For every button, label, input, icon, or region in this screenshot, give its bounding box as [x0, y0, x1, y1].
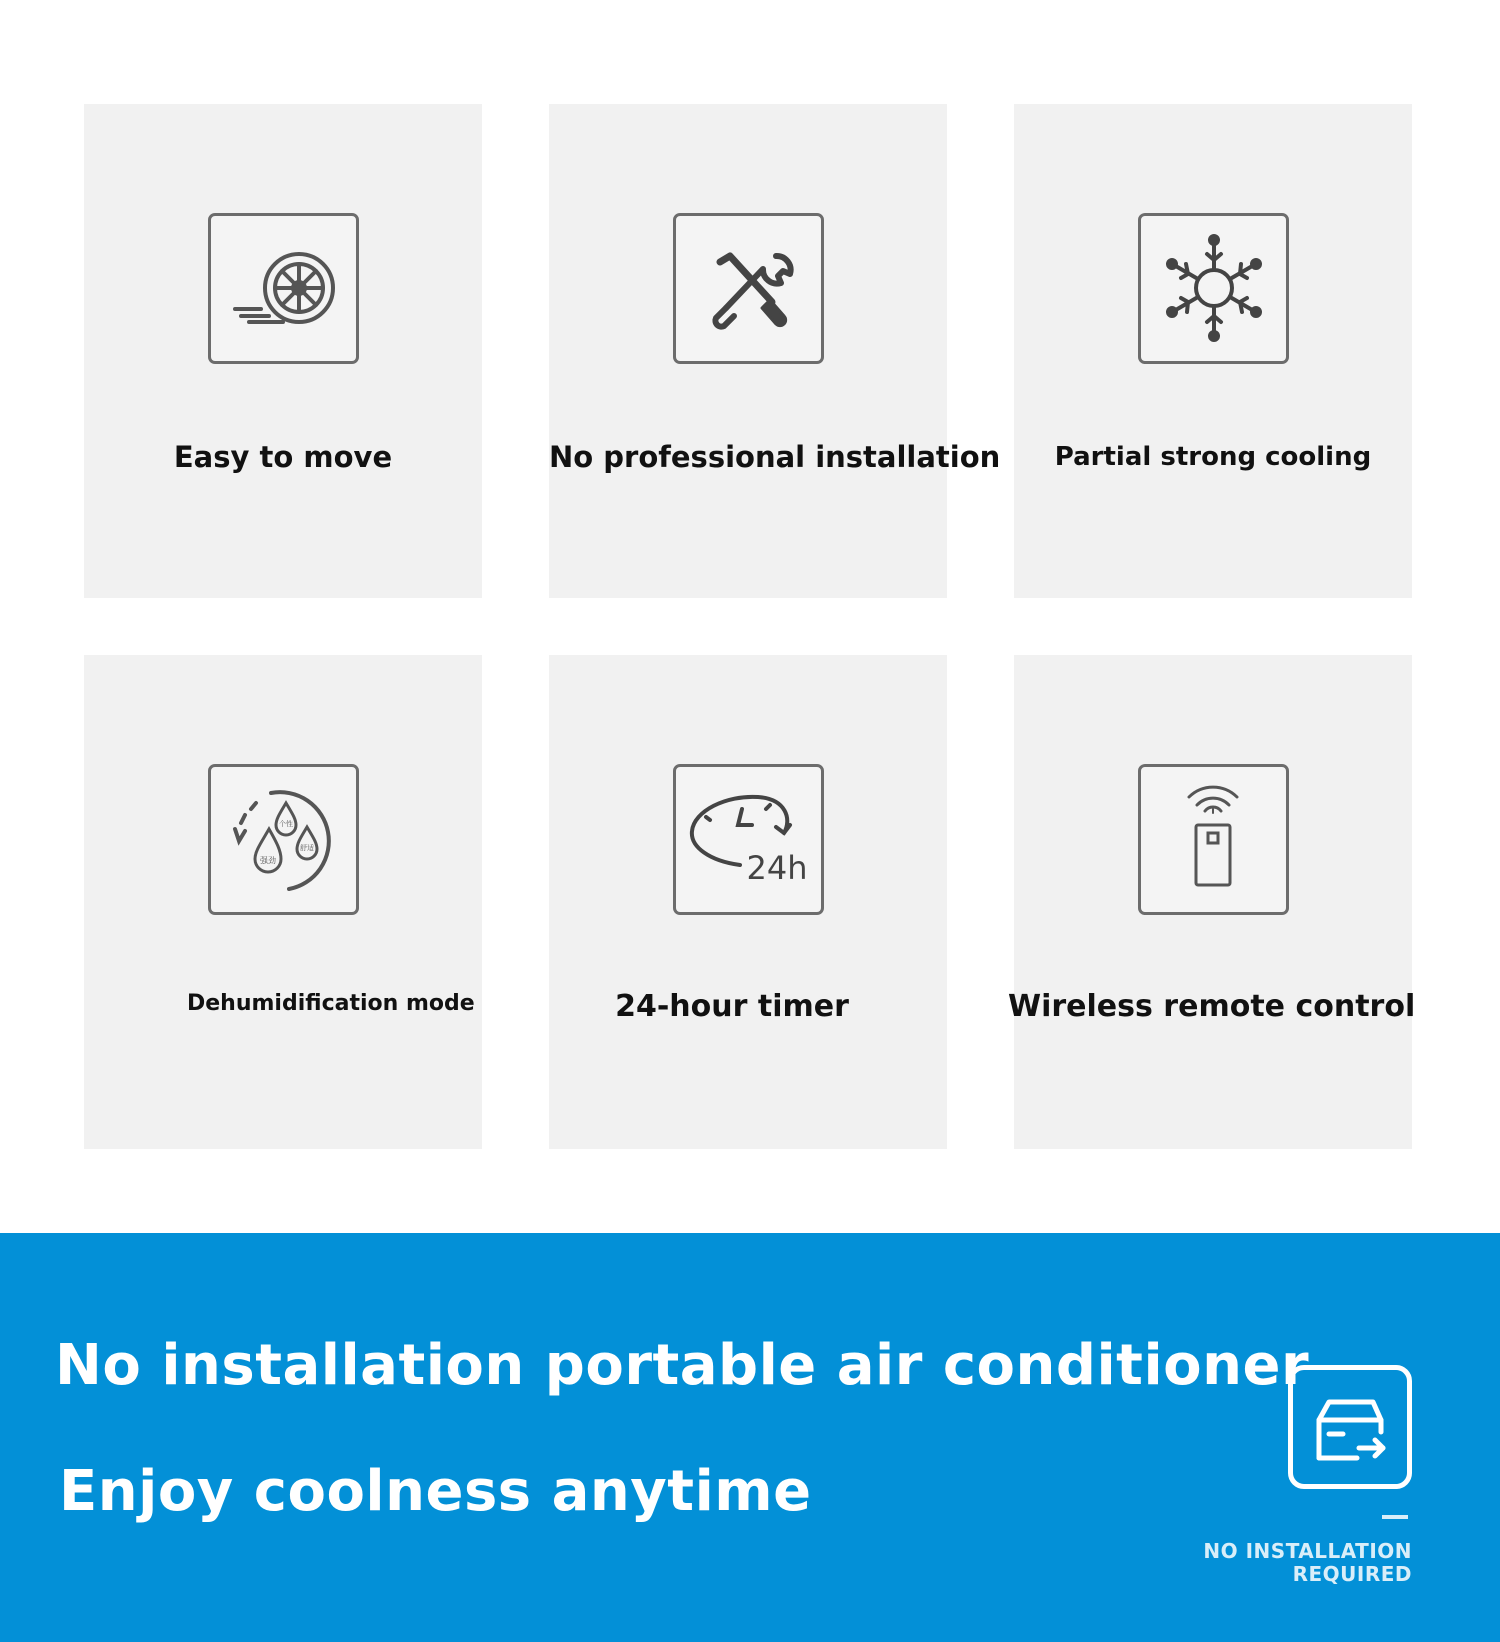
wheel-motion-icon — [208, 213, 359, 364]
feature-label: No professional installation — [549, 440, 1001, 474]
no-installation-badge-icon — [1288, 1365, 1412, 1489]
badge-line-2: REQUIRED — [1292, 1562, 1412, 1586]
feature-card-24-hour-timer — [549, 655, 947, 1149]
feature-card-no-professional-installation — [549, 104, 1001, 598]
feature-card-partial-strong-cooling — [1014, 104, 1412, 598]
feature-card-wireless-remote-control — [1008, 655, 1416, 1149]
feature-card-easy-to-move — [84, 104, 482, 598]
drop-label: 舒适 — [300, 844, 314, 852]
clock-24h-icon — [673, 764, 824, 915]
feature-label: Easy to move — [173, 440, 393, 474]
feature-label: 24-hour timer — [615, 989, 849, 1024]
drop-label: 个性 — [279, 820, 293, 828]
drop-label: 强劲 — [260, 856, 276, 865]
feature-label: Dehumidification mode — [187, 991, 475, 1016]
water-drops-cycle-icon — [208, 764, 359, 915]
wrench-screwdriver-icon — [673, 213, 824, 364]
badge-caption — [1152, 1540, 1412, 1586]
promo-banner — [0, 1233, 1500, 1642]
feature-label: Wireless remote control — [1008, 989, 1416, 1024]
banner-headline: No installation portable air conditioner — [55, 1333, 1310, 1398]
feature-card-dehumidification-mode — [84, 655, 482, 1149]
feature-label: Partial strong cooling — [1054, 442, 1372, 472]
badge-line-1: NO INSTALLATION — [1203, 1539, 1412, 1563]
snowflake-icon — [1138, 213, 1289, 364]
badge-divider — [1382, 1515, 1408, 1519]
clock-label: 24h — [746, 849, 808, 887]
remote-control-icon — [1138, 764, 1289, 915]
banner-tagline: Enjoy coolness anytime — [59, 1459, 812, 1524]
